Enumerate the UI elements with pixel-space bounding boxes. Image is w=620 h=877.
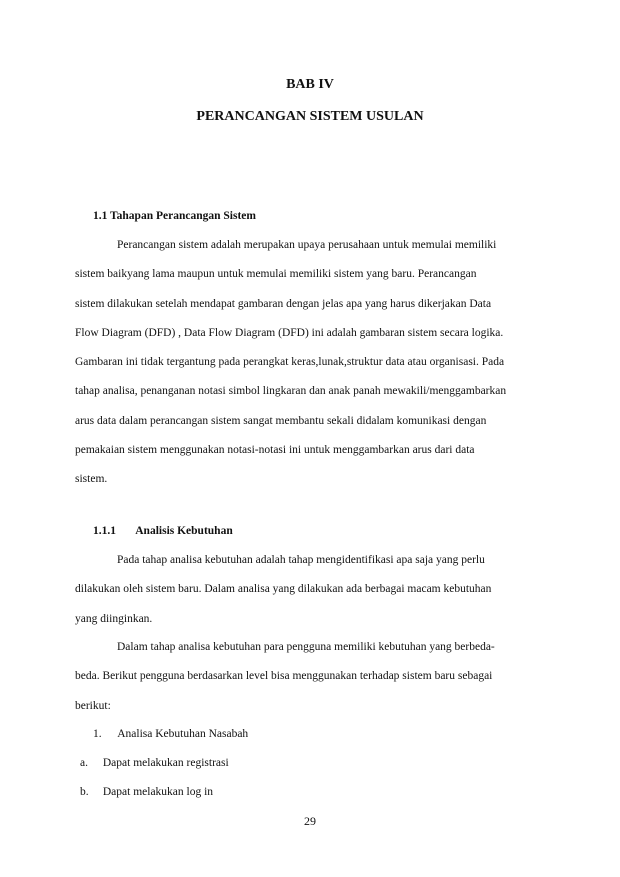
section-heading (93, 210, 256, 222)
list-item-text: Dapat melakukan log in (102, 786, 214, 798)
sub-list-item (80, 786, 213, 798)
list-marker: 1. (93, 728, 102, 740)
sub-list-item (80, 757, 229, 769)
paragraph-line: Perancangan sistem adalah merupakan upaya perusahaan untuk memulai memiliki (117, 239, 497, 251)
list-marker: b. (80, 786, 89, 798)
section-paragraph (75, 231, 543, 495)
subsection-number: 1.1.1 (93, 525, 116, 537)
paragraph-line: dilakukan oleh sistem baru. Dalam analisa yang dilakukan ada berbagai macam kebutuhan (75, 583, 492, 596)
subsection-title: Analisis Kebutuhan (135, 525, 233, 537)
page-number: 29 (304, 814, 316, 828)
paragraph-line: sistem. (75, 473, 108, 486)
paragraph-line: yang diinginkan. (75, 612, 153, 625)
list-item-text: Analisa Kebutuhan Nasabah (117, 728, 249, 740)
section-number: 1.1 (93, 210, 108, 222)
paragraph-line: Pada tahap analisa kebutuhan adalah tahap mengidentifikasi apa saja yang perlu (117, 554, 485, 566)
paragraph-line: Gambaran ini tidak tergantung pada perangkat keras,lunak,struktur data atau organisasi. Pada (75, 356, 505, 369)
list-item (93, 728, 248, 740)
chapter-title: PERANCANGAN SISTEM USULAN (196, 109, 424, 124)
section-title: Tahapan Perancangan Sistem (110, 210, 256, 222)
paragraph-line: Flow Diagram (DFD) , Data Flow Diagram (DFD) ini adalah gambaran sistem secara logika. (75, 326, 504, 339)
list-marker: a. (80, 757, 88, 769)
paragraph-line: sistem baikyang lama maupun untuk memulai memiliki sistem yang baru. Perancangan (75, 268, 477, 281)
paragraph-line: beda. Berikut pengguna berdasarkan level bisa menggunakan terhadap sistem baru sebagai (75, 670, 493, 683)
paragraph-line: Dalam tahap analisa kebutuhan para pengguna memiliki kebutuhan yang berbeda- (117, 641, 495, 653)
subsection-paragraph-2 (75, 633, 543, 721)
paragraph-line: berikut: (75, 699, 111, 712)
list-item-text: Dapat melakukan registrasi (102, 757, 229, 769)
chapter-number: BAB IV (286, 77, 334, 92)
subsection-paragraph-1 (75, 546, 543, 634)
paragraph-line: arus data dalam perancangan sistem sangat membantu sekali didalam komunikasi dengan (75, 414, 487, 427)
subsection-heading (93, 525, 233, 537)
paragraph-line: pemakaian sistem menggunakan notasi-notasi ini untuk menggambarkan arus dari data (75, 444, 475, 457)
paragraph-line: tahap analisa, penanganan notasi simbol lingkaran dan anak panah mewakili/menggambarkan (75, 385, 507, 398)
paragraph-line: sistem dilakukan setelah mendapat gambaran dengan jelas apa yang harus dikerjakan Data (75, 297, 492, 310)
